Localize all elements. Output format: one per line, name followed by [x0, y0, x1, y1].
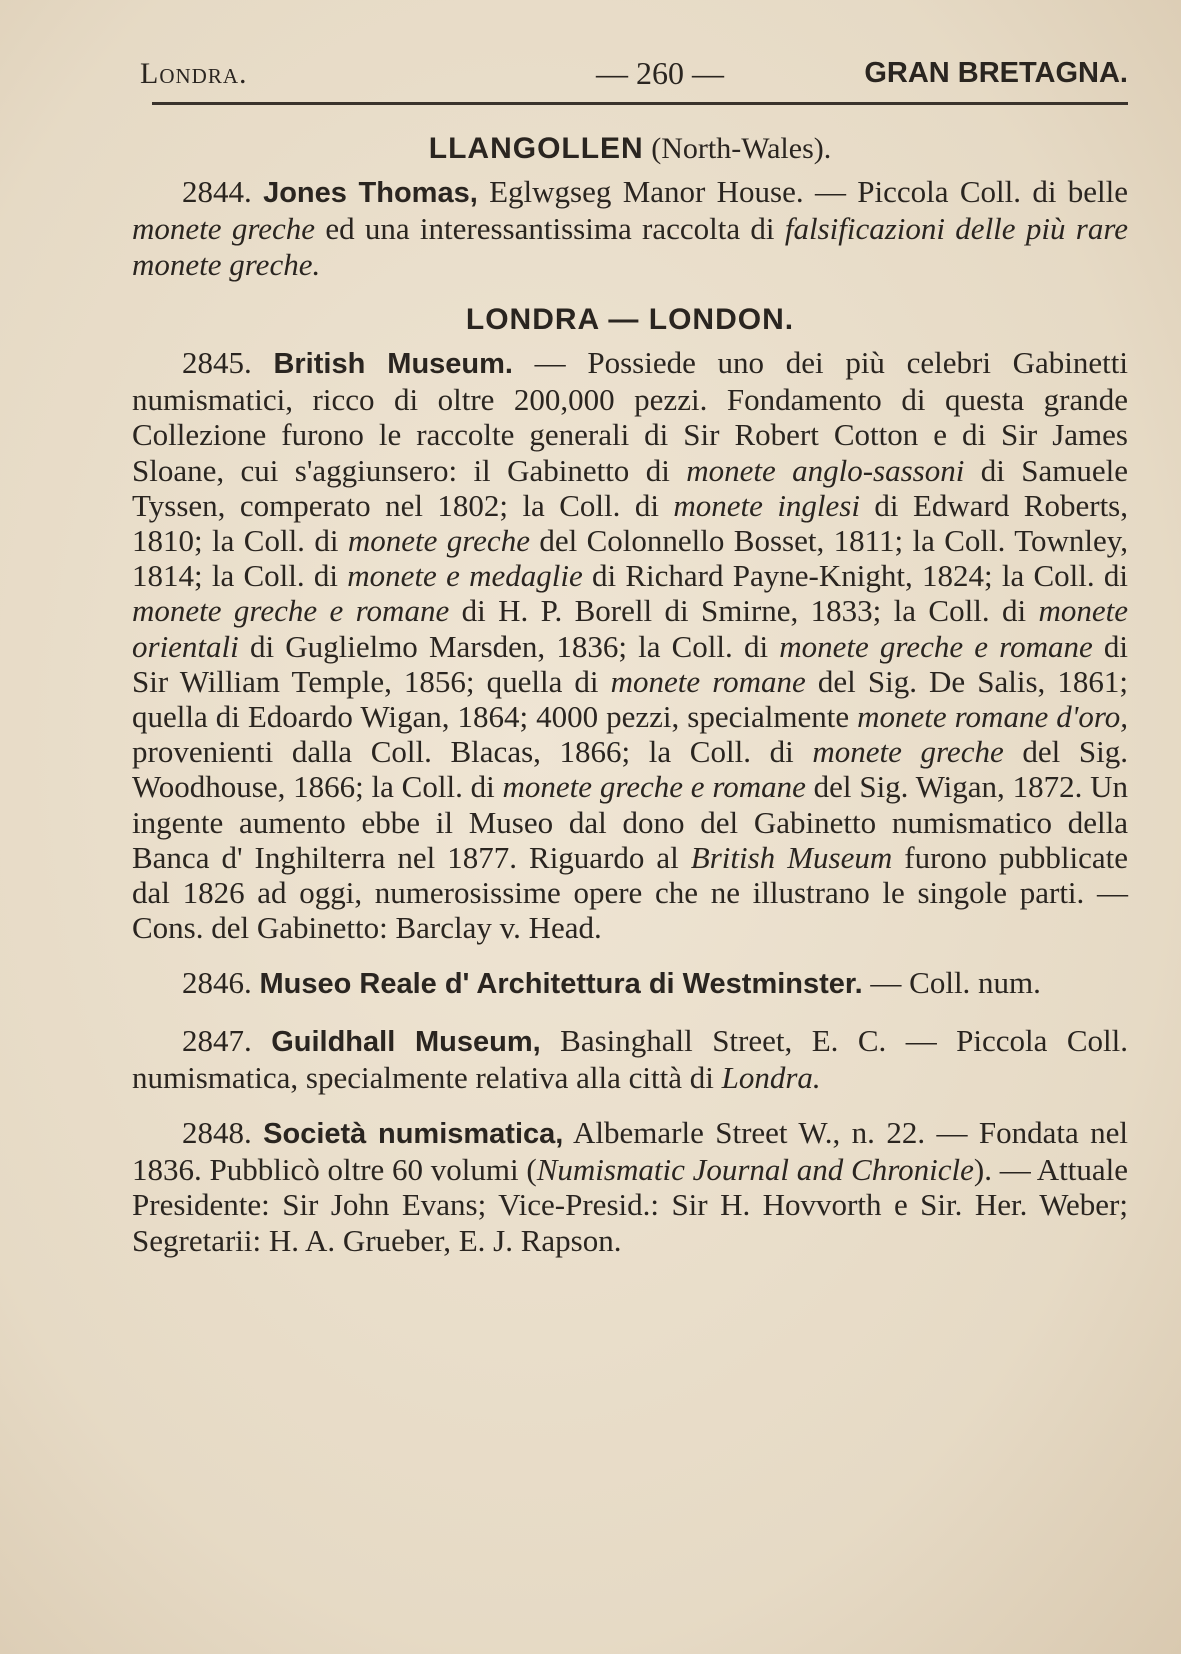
italic-text: Numismatic Journal and Chronicle	[536, 1152, 974, 1188]
entry-text: di Samuele Tyssen, comperato nel 1802; la Coll. di	[132, 452, 1128, 523]
entry-name: Museo Reale d' Architettura di Westminster.	[259, 968, 863, 1001]
italic-text: monete greche	[347, 523, 530, 559]
section-subtitle: (North-Wales).	[643, 132, 832, 165]
entry-number: 2844.	[182, 174, 264, 210]
entry-text: di Sir William Temple, 1856; quella di	[132, 628, 1128, 699]
page-number: — 260 —	[596, 55, 724, 91]
entry-text: Basinghall Street, E. C. — Piccola Coll. numismatica, specialmente relativa alla città di	[132, 1022, 1128, 1095]
entry-text: del Sig. De Salis, 1861; quella di Edoardo Wigan, 1864; 4000 pezzi, specialmente	[132, 663, 1128, 735]
page-body	[132, 125, 1128, 1278]
entry-text: — Coll. num.	[862, 965, 1041, 1001]
header-left: Londra.	[140, 57, 248, 90]
section-title-text: LONDRA — LONDON.	[465, 302, 795, 336]
entry-paragraph	[132, 965, 1128, 1002]
entry-text: del Colonnello Bosset, 1811; la Coll. Townley, 1814; la Coll. di	[132, 523, 1128, 594]
italic-text: monete romane d'oro,	[857, 699, 1129, 735]
italic-text: monete greche	[132, 211, 316, 247]
entry-text: — Possiede uno dei più celebri Gabinetti numismatici, ricco di oltre 200,000 pezzi. Fondamento di questa grande Collezione furono le raccolte generali di Sir Robert Cotton e di Sir James Sloane, cui s'aggiunsero: il Gabinetto di	[132, 345, 1129, 488]
section-title	[132, 302, 1128, 337]
italic-text: monete orientali	[132, 593, 1129, 664]
italic-text: monete anglo-sassoni	[686, 452, 965, 488]
entry-paragraph	[132, 1023, 1128, 1095]
italic-text: monete inglesi	[673, 487, 860, 523]
header-rule	[152, 102, 1128, 105]
italic-text: falsificazioni delle più rare monete greche.	[132, 211, 1128, 282]
entry-text: di Richard Payne-Knight, 1824; la Coll. di	[582, 558, 1128, 594]
entry-text: Eglwgseg Manor House. — Piccola Coll. di belle	[477, 174, 1129, 210]
entry-text: del Sig. Wigan, 1872. Un ingente aumento ebbe il Museo dal dono del Gabinetto numismatico della Banca d' Inghilterra nel 1877. Riguardo al	[132, 769, 1128, 875]
entry-paragraph	[132, 345, 1128, 945]
entry-number: 2848.	[182, 1115, 264, 1151]
section-title	[132, 131, 1128, 166]
section-title-text: LLANGOLLEN	[428, 132, 644, 165]
header-right: GRAN BRETAGNA.	[864, 57, 1128, 89]
italic-text: monete greche	[812, 734, 1004, 770]
italic-text: Londra.	[721, 1059, 821, 1095]
entry-name: Jones Thomas,	[263, 177, 478, 210]
entry-number: 2845.	[182, 345, 274, 381]
italic-text: monete greche e romane	[779, 628, 1093, 664]
italic-text: monete e medaglie	[347, 558, 583, 594]
entry-text: di H. P. Borell di Smirne, 1833; la Coll. di	[449, 593, 1039, 629]
entry-number: 2847.	[182, 1022, 272, 1058]
entry-text: del Sig. Woodhouse, 1866; la Coll. di	[132, 734, 1128, 805]
italic-text: monete romane	[610, 663, 806, 699]
entry-text: ). — Attuale Presidente: Sir John Evans; Vice-Presid.: Sir H. Hovvorth e Sir. Her. Weber; Segretarii: H. A. Grueber, E. J. Rapson.	[132, 1152, 1128, 1258]
entry-text: furono pubblicate dal 1826 ad oggi, numerosissime opere che ne illustrano le singole parti. — Cons. del Gabinetto: Barclay v. Head.	[132, 839, 1129, 946]
entry-text: di Edward Roberts, 1810; la Coll. di	[132, 487, 1128, 559]
italic-text: monete greche e romane	[132, 593, 450, 629]
entry-name: Società numismatica,	[263, 1118, 564, 1151]
entry-text: di Guglielmo Marsden, 1836; la Coll. di	[238, 628, 780, 664]
entry-text: provenienti dalla Coll. Blacas, 1866; la Coll. di	[132, 734, 813, 770]
entry-name: Guildhall Museum,	[271, 1025, 541, 1058]
entry-text: ed una interessantissima raccolta di	[315, 211, 785, 247]
entry-text: Albemarle Street W., n. 22. — Fondata nel 1836. Pubblicò oltre 60 volumi (	[132, 1115, 1128, 1188]
entry-name: British Museum.	[273, 348, 513, 381]
entry-paragraph	[132, 1115, 1128, 1258]
entry-number: 2846.	[182, 965, 260, 1001]
italic-text: British Museum	[690, 839, 893, 875]
entry-paragraph	[132, 174, 1128, 282]
italic-text: monete greche e romane	[502, 769, 806, 805]
running-header	[140, 55, 1128, 95]
